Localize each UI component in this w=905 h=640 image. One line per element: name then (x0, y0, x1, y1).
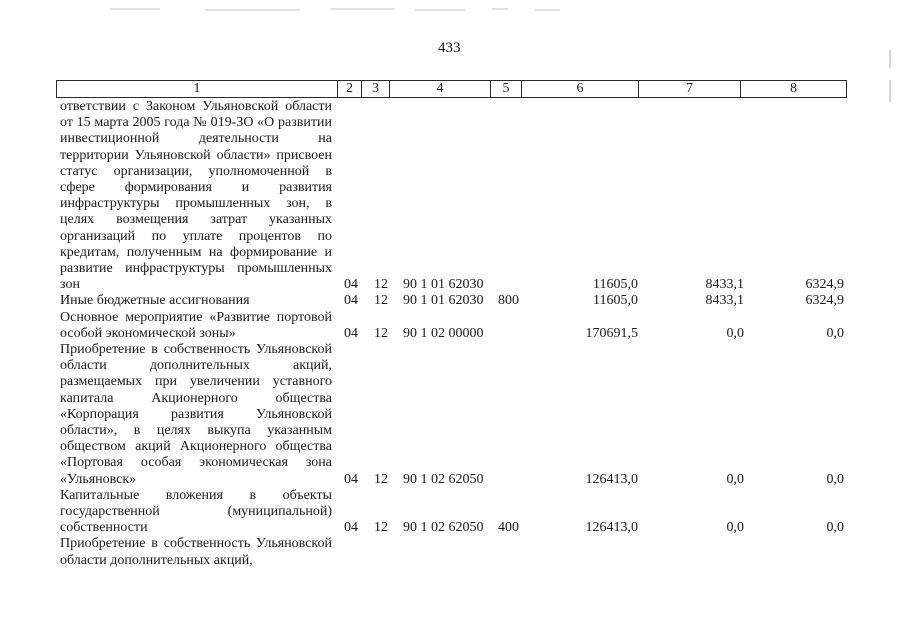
cell-amount-8: 0,0 (826, 325, 844, 341)
cell-expense-type: 800 (498, 293, 519, 309)
cell-amount-6: 126413,0 (585, 520, 638, 536)
cell-subsection: 12 (374, 520, 388, 536)
cell-section: 04 (344, 325, 358, 341)
cell-section: 04 (344, 293, 358, 309)
cell-expense-type: 400 (498, 520, 519, 536)
cell-amount-7: 0,0 (726, 520, 744, 536)
table-row (60, 487, 844, 537)
cell-amount-8: 0,0 (826, 471, 844, 487)
row-description: Приобретение в собственность Ульяновской области дополнительных акций, (60, 536, 332, 568)
cell-target-code: 90 1 02 62050 (403, 471, 484, 487)
cell-subsection: 12 (374, 277, 388, 293)
col-header-8: 8 (740, 80, 847, 98)
row-description: Приобретение в собственность Ульяновской области дополнительных акций, размещаемых при увеличении уставного капитала Акционерного общества «Корпорация развития Ульяновской области», в целях выкупа указанным обществом акций Акционерного общества «Портовая особая экономическая зона «Ульяновск» (60, 342, 332, 487)
cell-section: 04 (344, 520, 358, 536)
col-header-6: 6 (521, 80, 638, 98)
cell-target-code: 90 1 01 62030 (403, 293, 484, 309)
cell-amount-8: 6324,9 (805, 277, 844, 293)
cell-amount-6: 126413,0 (585, 471, 638, 487)
table-header (56, 80, 847, 98)
scan-edge-mark (889, 80, 891, 102)
cell-subsection: 12 (374, 325, 388, 341)
table-row (60, 99, 844, 293)
cell-target-code: 90 1 02 00000 (403, 325, 484, 341)
col-header-7: 7 (638, 80, 740, 98)
col-header-1: 1 (56, 80, 337, 98)
table-row (60, 309, 844, 342)
cell-amount-7: 0,0 (726, 325, 744, 341)
table-row (60, 293, 844, 309)
cell-amount-7: 0,0 (726, 471, 744, 487)
cell-section: 04 (344, 471, 358, 487)
cell-subsection: 12 (374, 471, 388, 487)
cell-target-code: 90 1 01 62030 (403, 277, 484, 293)
col-header-2: 2 (337, 80, 361, 98)
cell-target-code: 90 1 02 62050 (403, 520, 484, 536)
cell-amount-7: 8433,1 (705, 293, 744, 309)
col-header-5: 5 (490, 80, 521, 98)
cell-amount-6: 11605,0 (593, 277, 638, 293)
cell-amount-8: 0,0 (826, 520, 844, 536)
row-description: ответствии с Законом Ульяновской области от 15 марта 2005 года № 019-ЗО «О развитии инвестиционной деятельности на территории Ульяновской области» присвоен статус организации, уполномоченной в сфере формирования и развития инфраструктуры промышленных зон, в целях возмещения затрат указанных организаций по уплате процентов по кредитам, полученным на формирование и развитие инфраструктуры промышленных зон (60, 99, 332, 293)
cell-subsection: 12 (374, 293, 388, 309)
row-description: Иные бюджетные ассигнования (60, 293, 250, 309)
cell-amount-7: 8433,1 (705, 277, 744, 293)
scan-noise-top (0, 0, 905, 22)
cell-amount-6: 11605,0 (593, 293, 638, 309)
row-description: Капитальные вложения в объекты государственной (муниципальной) собственности (60, 487, 332, 536)
table-row (60, 342, 844, 488)
table-row (60, 536, 332, 568)
row-description: Основное мероприятие «Развитие портовой особой экономической зоны» (60, 309, 332, 341)
scan-edge-mark (889, 50, 891, 68)
cell-amount-8: 6324,9 (805, 293, 844, 309)
cell-amount-6: 170691,5 (585, 325, 638, 341)
cell-section: 04 (344, 277, 358, 293)
col-header-3: 3 (361, 80, 389, 98)
table-body (60, 99, 844, 569)
col-header-4: 4 (389, 80, 490, 98)
page-number: 433 (438, 40, 461, 56)
